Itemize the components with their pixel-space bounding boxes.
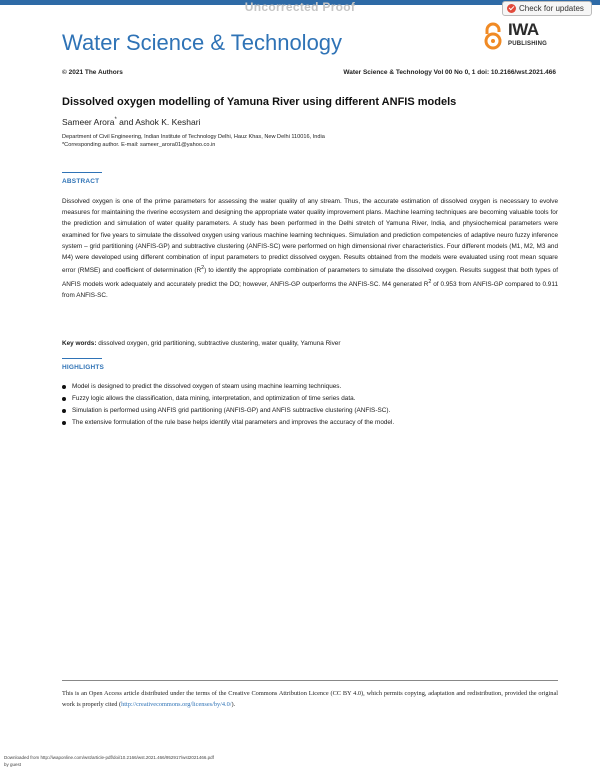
license-text (62, 688, 558, 710)
keywords (62, 340, 340, 347)
citation: Water Science & Technology Vol 00 No 0, 1 doi: 10.2166/wst.2021.466 (343, 69, 556, 76)
copyright: © 2021 The Authors (62, 69, 123, 76)
open-access-icon (482, 22, 504, 50)
keywords-text: dissolved oxygen, grid partitioning, subtractive clustering, water quality, Yamuna River (96, 340, 341, 347)
highlights-rule (62, 358, 102, 359)
abstract-heading: ABSTRACT (62, 178, 100, 185)
abstract-sup-1: 2 (201, 265, 205, 272)
footer-rule (62, 680, 558, 681)
keywords-label: Key words: (62, 340, 97, 347)
highlight-item (62, 393, 562, 405)
bullet-icon (62, 421, 66, 425)
abstract-part-3: of 0.953 from ANFIS-GP compared to 0.911 from ANFIS-SC. (62, 280, 558, 299)
highlight-item (62, 405, 562, 417)
proof-banner: Uncorrected Proof (244, 0, 356, 14)
abstract-part-1: Dissolved oxygen is one of the prime parameters for assessing the water quality of any stream. Thus, the accurate estimation of dissolved oxygen is necessary to evolve measures for maintaining the riverine ecosystem and designing the appropriate water quality improvement plans. Machine learning techniques are becoming valuable tools for the prediction and simulation of water quality parameters. A study has been performed in the Delhi stretch of Yamuna River, India, and physiochemical parameters were examined for five years to simulate the dissolved oxygen using various machine learning techniques. Simulation and prediction competencies of adaptive neuro fuzzy inference system – grid partitioning (ANFIS-GP) and subtractive clustering (ANFIS-SC) were performed on high dimensional river characteristics. Four different models (M1, M2, M3 and M4) were developed using different combination of input parameters to predict dissolved oxygen. Results obtained from the models were evaluated using root mean square error (RMSE) and coefficient of determination (R (62, 198, 558, 275)
bullet-icon (62, 409, 66, 413)
check-for-updates-button[interactable] (502, 1, 592, 16)
check-updates-icon (507, 4, 516, 13)
license-link[interactable]: http://creativecommons.org/licenses/by/4.0/ (121, 701, 232, 708)
authors (62, 117, 200, 127)
highlight-text: Fuzzy logic allows the classification, data mining, interpretation, and optimization of time series data. (72, 395, 356, 402)
author-2: Ashok K. Keshari (135, 117, 201, 127)
download-stamp-guest: by guest (4, 762, 22, 767)
abstract-text (62, 196, 558, 301)
license-body: This is an Open Access article distributed under the terms of the Creative Commons Attribution Licence (CC BY 4.0), which permits copying, adaptation and redistribution, provided the original work is properly cited ( (62, 690, 558, 708)
abstract-part-2: ) to identify the appropriate combination of parameters to simulate the dissolved oxygen. Results suggest that both types of ANFIS models work adequately and accurately predict the DO; however, ANFIS-GP outperforms the ANFIS-SC. M4 generated R (62, 267, 558, 288)
bullet-icon (62, 397, 66, 401)
author-join: and (116, 117, 136, 127)
check-updates-label: Check for updates (519, 4, 584, 13)
highlight-item (62, 417, 562, 429)
highlight-text: Model is designed to predict the dissolved oxygen of steam using machine learning techniques. (72, 383, 342, 390)
abstract-rule (62, 172, 102, 173)
abstract-sup-2: 2 (428, 278, 432, 285)
iwa-publishing-label: PUBLISHING (508, 41, 548, 47)
download-stamp: Downloaded from http://iwaponline.com/wst/article-pdf/doi/10.2166/wst.2021.466/952917/wst2021466.pdf (4, 755, 214, 760)
corresponding-mark: * (114, 117, 117, 124)
highlight-text: Simulation is performed using ANFIS grid partitioning (ANFIS-GP) and ANFIS subtractive clustering (ANFIS-SC). (72, 407, 391, 414)
license-close: ). (231, 701, 236, 708)
affiliation: Department of Civil Engineering, Indian Institute of Technology Delhi, Hauz Khas, New Delhi 110016, India (62, 134, 325, 140)
highlights-list (62, 381, 562, 429)
highlight-item (62, 381, 562, 393)
author-1: Sameer Arora (62, 117, 115, 127)
bullet-icon (62, 385, 66, 389)
iwa-logo: IWA (508, 20, 539, 39)
corresponding-author: *Corresponding author. E-mail: sameer_arora01@yahoo.co.in (62, 142, 216, 148)
highlight-text: The extensive formulation of the rule base helps identify vital parameters and improves the accuracy of the model. (72, 419, 395, 426)
journal-title: Water Science & Technology (62, 30, 343, 55)
article-title: Dissolved oxygen modelling of Yamuna River using different ANFIS models (62, 96, 457, 108)
highlights-heading: HIGHLIGHTS (62, 364, 105, 371)
